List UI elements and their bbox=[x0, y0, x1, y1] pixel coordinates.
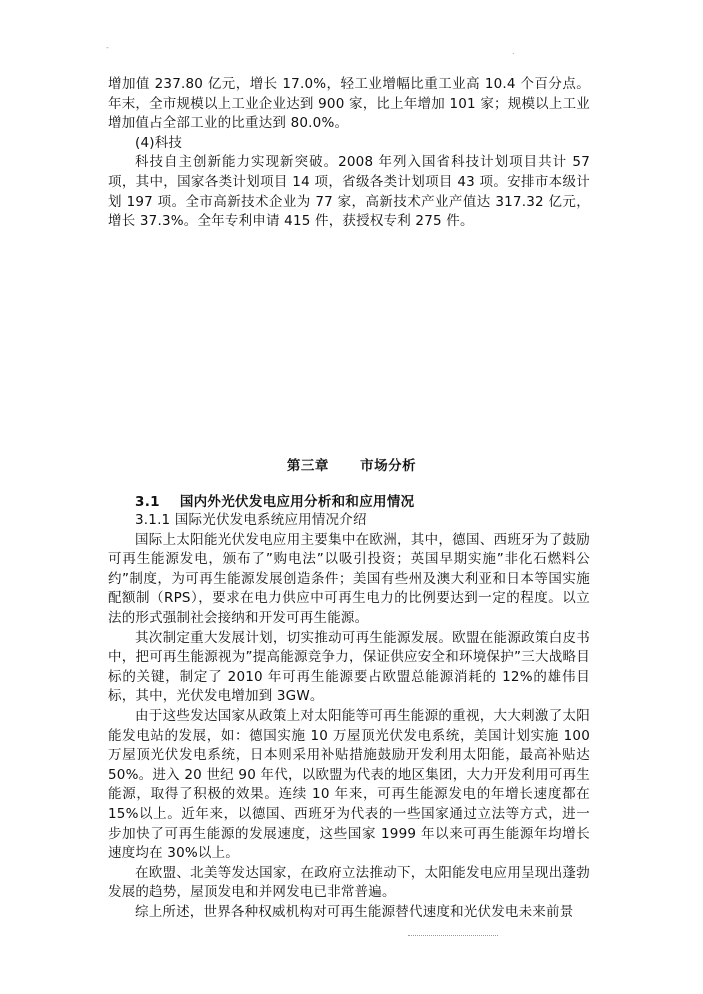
paragraph-2: 其次制定重大发展计划，切实推动可再生能源发展。欧盟在能源政策白皮书中，把可再生能源视为”提高能源竞争力，保证供应安全和环境保护”三大战略目标的关键，制定了 2010 年可再生能源要占欧盟总能源消耗的 12%的雄伟目标，其中，光伏发电增加到 3GW。 bbox=[108, 629, 590, 705]
chapter-title bbox=[0, 454, 703, 474]
header-mark-left: - bbox=[106, 43, 109, 52]
market-analysis-body bbox=[108, 511, 590, 922]
paragraph-5: 综上所述，世界各种权威机构对可再生能源替代速度和光伏发电未来前景 bbox=[135, 903, 574, 920]
chapter-number: 第三章 bbox=[286, 458, 329, 474]
paragraph-industry-continued: 增加值 237.80 亿元，增长 17.0%，轻工业增幅比重工业高 10.4 个百分点。年末，全市规模以上工业企业达到 900 家，比上年增加 101 家；规模以上工业增加值占全部工业的比重达到 80.0%。 bbox=[108, 76, 590, 132]
section-number: 3.1 bbox=[135, 494, 160, 510]
subheading-tech: (4)科技 bbox=[135, 134, 183, 151]
paragraph-1: 国际上太阳能光伏发电应用主要集中在欧洲，其中，德国、西班牙为了鼓励可再生能源发电，颁布了”购电法”以吸引投资；英国早期实施”非化石燃料公约”制度，为可再生能源发展创造条件；美国有些州及澳大利亚和日本等国实施配额制（RPS），要求在电力供应中可再生电力的比例要达到一定的程度。以立法的形式强制社会接纳和开发可再生能源。 bbox=[108, 531, 590, 626]
section-name: 国内外光伏发电应用分析和和应用情况 bbox=[179, 494, 415, 510]
industry-tech-section bbox=[108, 75, 590, 232]
paragraph-3: 由于这些发达国家从政策上对太阳能等可再生能源的重视，大大刺激了太阳能发电站的发展，如：德国实施 10 万屋顶光伏发电系统，美国计划实施 100 万屋顶光伏发电系统，日本则采用补贴措施鼓励开发利用太阳能，最高补贴达 50%。进入 20 世纪 90 年代，以欧盟为代表的地区集团，大力开发利用可再生能源，取得了积极的效果。连续 10 年来，可再生能源发电的年增长速度都在 15%以上。近年来，以德国、西班牙为代表的一些国家通过立法等方式，进一步加快了可再生能源的发展速度，这些国家 1999 年以来可再生能源年均增长速度均在 30%以上。 bbox=[108, 707, 590, 862]
subsection-title: 3.1.1 国际光伏发电系统应用情况介绍 bbox=[135, 512, 367, 528]
footer-dotted-line bbox=[408, 935, 498, 936]
header-mark-right: . bbox=[512, 47, 515, 56]
chapter-name: 市场分析 bbox=[360, 458, 417, 474]
paragraph-tech: 科技自主创新能力实现新突破。2008 年列入国省科技计划项目共计 57 项，其中，国家各类计划项目 14 项，省级各类计划项目 43 项。安排市本级计划 197 项。全市高新技术企业为 77 家，高新技术产业产值达 317.32 亿元，增长 37.3%。全年专利申请 415 件，获授权专利 275 件。 bbox=[108, 154, 590, 230]
section-title bbox=[135, 490, 414, 510]
paragraph-4: 在欧盟、北美等发达国家，在政府立法推动下，太阳能发电应用呈现出蓬勃发展的趋势，屋顶发电和并网发电已非常普遍。 bbox=[108, 864, 590, 901]
